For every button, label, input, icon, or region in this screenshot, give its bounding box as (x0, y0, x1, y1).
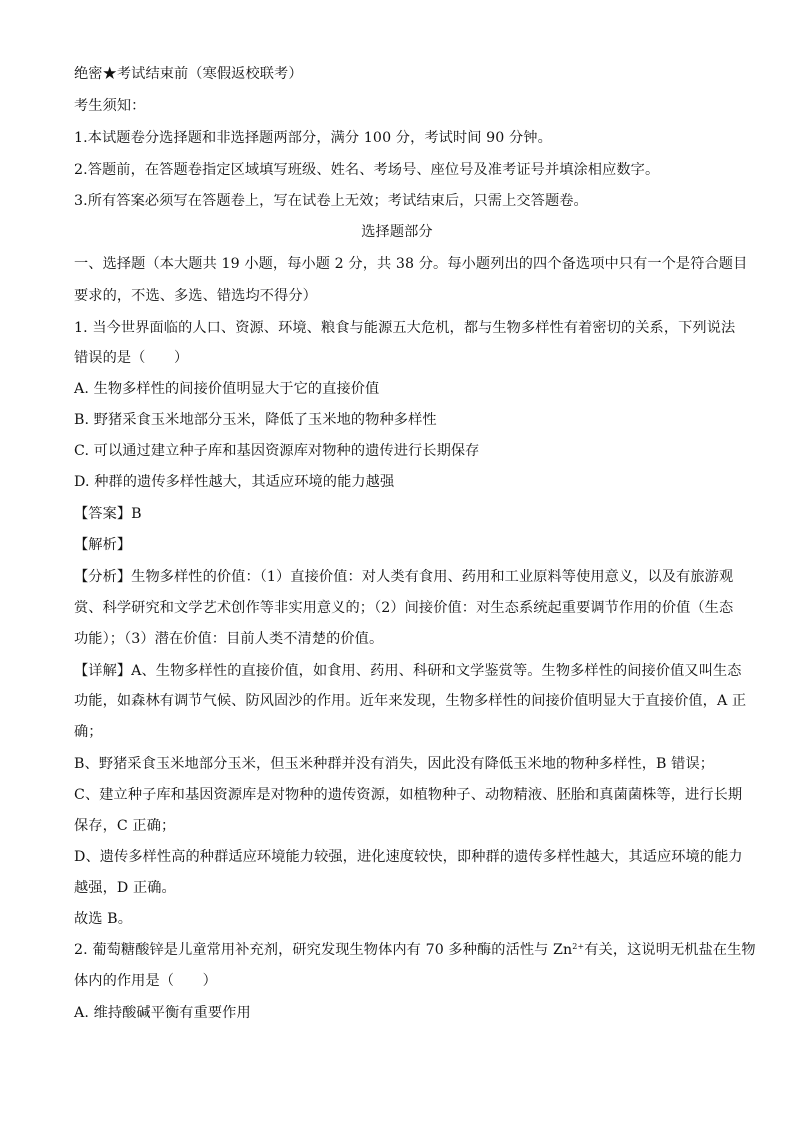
notice-item-1: 1.本试题卷分选择题和非选择题两部分，满分 100 分，考试时间 90 分钟。 (74, 130, 552, 146)
q1-analysis-line-3: 功能）；（3）潜在价值：目前人类不清楚的价值。 (74, 631, 384, 647)
q2-stem-pre: 2. 葡萄糖酸锌是儿童常用补充剂，研究发现生物体内有 70 多种酶的活性与 Zn (74, 942, 573, 958)
q2-option-a: A. 维持酸碱平衡有重要作用 (74, 1005, 251, 1021)
q2-stem-line-1 (74, 940, 756, 960)
q1-stem-line-2: 错误的是（ ） (74, 350, 189, 366)
notice-item-3: 3.所有答案必须写在答题卷上，写在试卷上无效；考试结束后，只需上交答题卷。 (74, 193, 588, 209)
q1-option-b: B. 野猪采食玉米地部分玉米，降低了玉米地的物种多样性 (74, 412, 437, 428)
q1-option-c: C. 可以通过建立种子库和基因资源库对物种的遗传进行长期保存 (74, 443, 480, 459)
q2-stem-post: 有关，这说明无机盐在生物 (584, 942, 756, 958)
q1-analysis-line-1: 【分析】生物多样性的价值：（1）直接价值：对人类有食用、药用和工业原料等使用意义，以及有旅游观 (74, 569, 734, 585)
notice-heading: 考生须知： (74, 98, 146, 114)
q2-stem-line-2: 体内的作用是（ ） (74, 973, 217, 989)
q1-option-a: A. 生物多样性的间接价值明显大于它的直接价值 (74, 381, 380, 397)
q1-detail-line-9: 故选 B。 (74, 911, 132, 927)
q1-detail-line-5: C、建立种子库和基因资源库是对物种的遗传资源，如植物种子、动物精液、胚胎和真菌菌株等，进行长期 (74, 787, 743, 803)
q1-stem-line-1: 1. 当今世界面临的人口、资源、环境、粮食与能源五大危机，都与生物多样性有着密切的关系，下列说法 (74, 320, 736, 336)
q1-detail-line-8: 越强，D 正确。 (74, 880, 176, 896)
q1-option-d: D. 种群的遗传多样性越大，其适应环境的能力越强 (74, 474, 395, 490)
q1-answer: 【答案】B (74, 506, 142, 522)
q1-detail-line-1: 【详解】A、生物多样性的直接价值，如食用、药用、科研和文学鉴赏等。生物多样性的间接价值又叫生态 (74, 663, 742, 679)
q1-analysis-line-2: 赏、科学研究和文学艺术创作等非实用意义的；（2）间接价值：对生态系统起重要调节作用的价值（生态 (74, 600, 734, 616)
q1-detail-line-4: B、野猪采食玉米地部分玉米，但玉米种群并没有消失，因此没有降低玉米地的物种多样性，B 错误； (74, 756, 715, 772)
q1-detail-line-6: 保存，C 正确； (74, 818, 176, 834)
notice-item-2: 2.答题前，在答题卷指定区域填写班级、姓名、考场号、座位号及准考证号并填涂相应数字。 (74, 162, 660, 178)
q2-stem-superscript: 2+ (572, 942, 585, 951)
q1-detail-line-2: 功能，如森林有调节气候、防风固沙的作用。近年来发现，生物多样性的间接价值明显大于直接价值，A 正 (74, 693, 747, 709)
q1-detail-line-3: 确； (74, 724, 103, 740)
section-instruction-line-2: 要求的，不选、多选、错选均不得分） (74, 288, 317, 304)
section-title: 选择题部分 (361, 224, 433, 240)
q1-analysis-heading: 【解析】 (74, 537, 132, 553)
q1-detail-line-7: D、遗传多样性高的种群适应环境能力较强，进化速度较快，即种群的遗传多样性越大，其适应环境的能力 (74, 849, 743, 865)
exam-title: 绝密★考试结束前（寒假返校联考） (74, 66, 303, 82)
section-instruction-line-1: 一、选择题（本大题共 19 小题，每小题 2 分，共 38 分。每小题列出的四个备选项中只有一个是符合题目 (74, 256, 748, 272)
